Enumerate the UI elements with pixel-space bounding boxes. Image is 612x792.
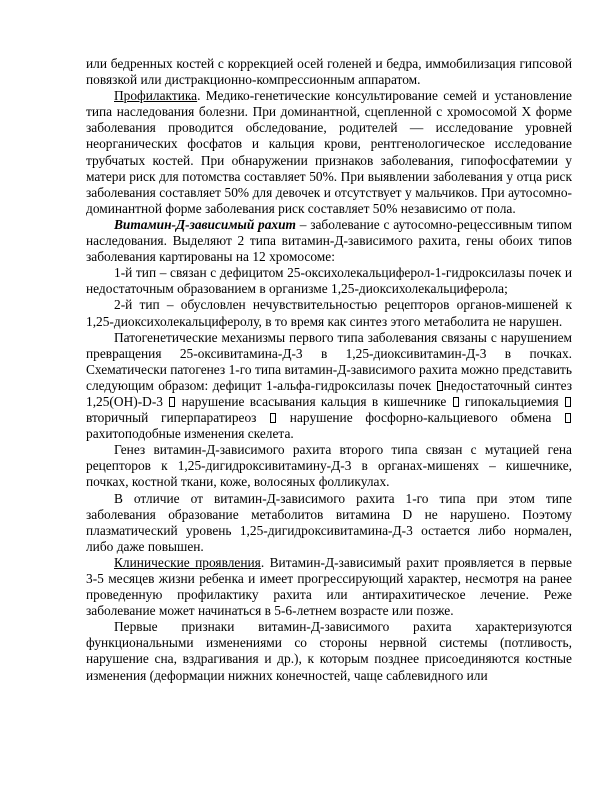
pathogenesis-text-d: гипокальциемия	[459, 393, 564, 409]
document-page	[86, 56, 572, 684]
arrow-placeholder-icon	[437, 381, 443, 391]
vitamin-d-rickets-term: Витамин-Д-зависимый рахит	[114, 216, 296, 232]
paragraph-pathogenesis	[86, 330, 572, 443]
pathogenesis-text-c: нарушение всасывания кальция в кишечнике	[176, 393, 452, 409]
arrow-placeholder-icon	[565, 413, 571, 423]
paragraph-type-2-genesis: Генез витамин-Д-зависимого рахита второго типа связан с мутацией гена рецепторов к 1,25-дигидроксивитамину-Д-3 в органах-мишенях – кишечнике, почках, костной ткани, коже, волосяных фолликулах.	[86, 442, 572, 490]
paragraph-type-1: 1-й тип – связан с дефицитом 25-оксихолекальциферол-1-гидроксилазы почек и недостаточным образованием в организме 1,25-диоксихолекальциферола;	[86, 265, 572, 297]
clinical-text: . Витамин-Д-зависимый рахит проявляется в первые 3-5 месяцев жизни ребенка и имеет прогрессирующий характер, несмотря на ранее проведенную профилактику рахита или антирахитическое лечение. Реже заболевание может начинаться в 5-6-летнем возрасте или позже.	[86, 554, 572, 619]
arrow-placeholder-icon	[169, 397, 175, 407]
clinical-heading: Клинические проявления	[114, 554, 261, 570]
paragraph-clinical	[86, 555, 572, 619]
vitamin-d-rickets-text: – заболевание с аутосомно-рецессивным типом наследования. Выделяют 2 типа витамин-Д-зависимого рахита, гены обоих типов заболевания картированы на 12 хромосоме:	[86, 216, 573, 265]
prevention-heading: Профилактика	[114, 88, 198, 104]
arrow-placeholder-icon	[453, 397, 459, 407]
pathogenesis-text-g: рахитоподобные изменения скелета.	[86, 426, 294, 442]
prevention-text: . Медико-генетические консультирование семей и установление типа наследования болезни. При доминантной, сцепленной с хромосомой X форме заболевания проводится обследование, родителей — исследование уровней неорганических фосфатов и кальция крови, рентгенологическое исследование трубчатых костей. При обнаружении признаков заболевания, гипофосфатемии у матери риск для потомства составляет 50%. При выявлении заболевания у отца риск заболевания составляет 50% для девочек и отсутствует у мальчиков. При аутосомно-доминантной форме заболевания риск составляет 50% независимо от пола.	[86, 88, 572, 216]
pathogenesis-text-f: нарушение фосфорно-кальциевого обмена	[277, 410, 564, 426]
arrow-placeholder-icon	[565, 397, 571, 407]
paragraph-type-difference: В отличие от витамин-Д-зависимого рахита 1-го типа при этом типе заболевания образование метаболитов витамина D не нарушено. Поэтому плазматический уровень 1,25-дигидроксивитамина-Д-3 остается либо нормален, либо даже повышен.	[86, 490, 572, 554]
arrow-placeholder-icon	[270, 413, 276, 423]
paragraph-treatment-end: или бедренных костей с коррекцией осей голеней и бедра, иммобилизация гипсовой повязкой или дистракционно-компрессионным аппаратом.	[86, 56, 572, 88]
pathogenesis-text-a: Патогенетические механизмы первого типа заболевания связаны с нарушением превращения 25-оксивитамина-Д-3 в 1,25-диоксивитамин-Д-3 в почках. Схематически патогенез 1-го типа витамин-Д-зависимого рахита можно представить следующим образом: дефицит 1-альфа-гидроксилазы почек	[86, 329, 572, 393]
pathogenesis-text-e: вторичный гиперпаратиреоз	[86, 410, 270, 426]
pathogenesis-text-b: недостаточный синтез 1,25(OH)-D-3	[86, 377, 573, 409]
paragraph-first-signs: Первые признаки витамин-Д-зависимого рахита характеризуются функциональными изменениями со стороны нервной системы (потливость, нарушение сна, вздрагивания и др.), к которым позднее присоединяются костные изменения (деформации нижних конечностей, чаще саблевидного или	[86, 619, 572, 683]
paragraph-vitamin-d-dependent-rickets	[86, 217, 572, 265]
paragraph-prevention	[86, 88, 572, 217]
paragraph-type-2: 2-й тип – обусловлен нечувствительностью рецепторов органов-мишеней к 1,25-диоксихолекальциферолу, в то время как синтез этого метаболита не нарушен.	[86, 297, 572, 329]
